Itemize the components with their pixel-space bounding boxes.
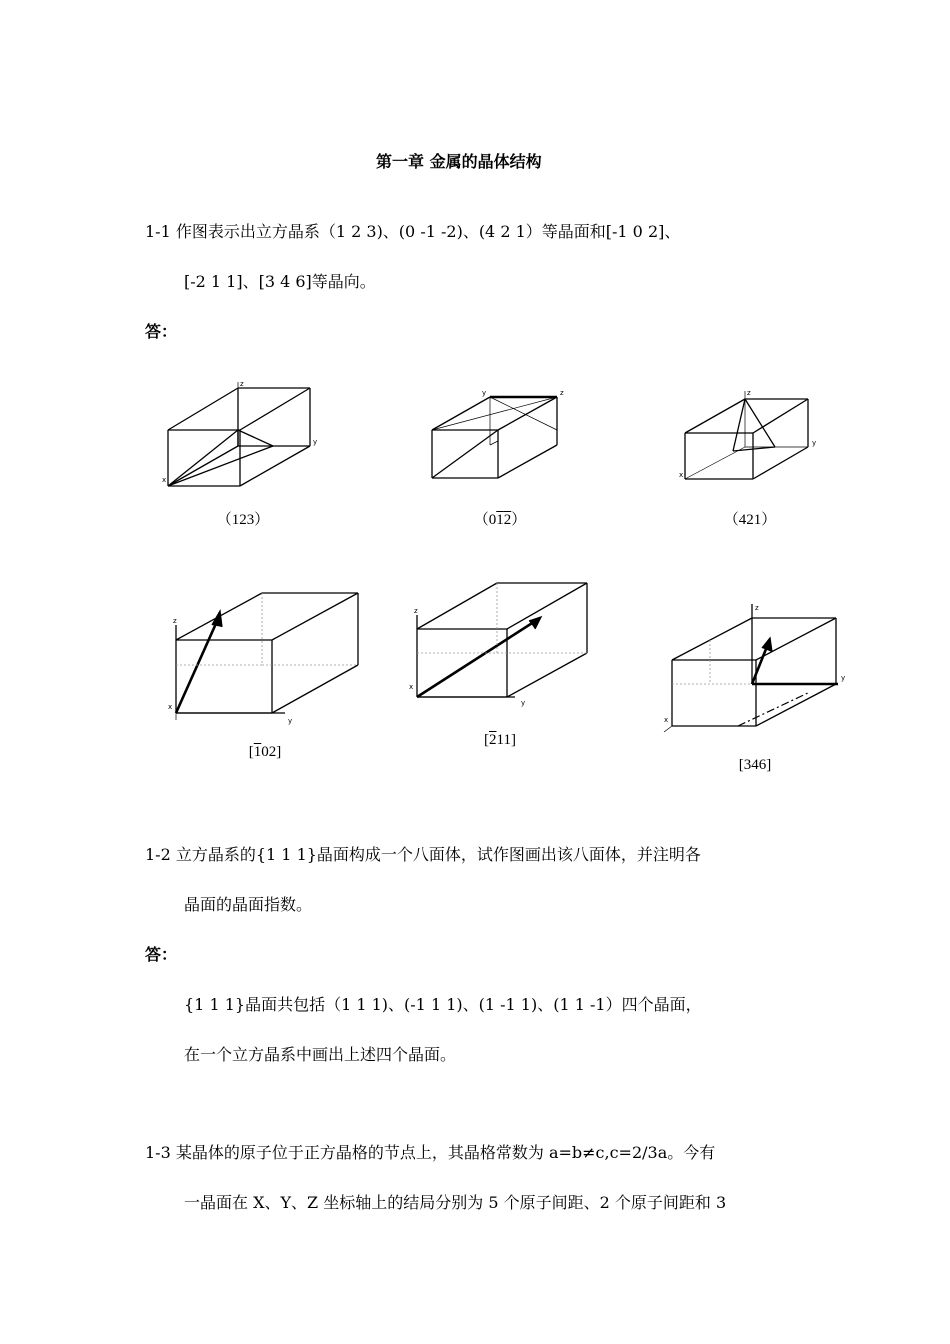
answer-2-line-2: 在一个立方晶系中画出上述四个晶面。 xyxy=(184,1045,457,1064)
svg-text:y: y xyxy=(812,439,817,447)
caption-direction-102: [102] xyxy=(248,744,282,760)
svg-text:y: y xyxy=(521,699,526,707)
svg-text:x: x xyxy=(168,703,173,711)
svg-text:z: z xyxy=(560,389,564,397)
svg-text:x: x xyxy=(679,471,684,479)
caption-plane-421: （421） xyxy=(723,512,777,528)
caption-direction-346: [346] xyxy=(738,757,772,773)
svg-text:y: y xyxy=(841,674,846,682)
answer-2-line-1: {1 1 1}晶面共包括（1 1 1)、(-1 1 1)、(1 -1 1)、(1 1 -1）四个晶面， xyxy=(184,995,702,1014)
figure-direction-102 xyxy=(160,585,370,730)
svg-text:y: y xyxy=(482,389,487,397)
question-3-line-2: 一晶面在 X、Y、Z 坐标轴上的结局分别为 5 个原子间距、2 个原子间距和 3 xyxy=(184,1193,727,1212)
svg-text:y: y xyxy=(288,717,293,725)
axis-label-x: x xyxy=(162,476,167,484)
svg-text:x: x xyxy=(664,716,669,724)
axis-label-y: y xyxy=(313,438,318,446)
figure-direction-211 xyxy=(405,575,600,715)
question-1-line-2: [-2 1 1]、[3 4 6]等晶向。 xyxy=(184,272,376,291)
question-1-line-1: 1-1 作图表示出立方晶系（1 2 3)、(0 -1 -2)、(4 2 1）等晶面和[-1 0 2]、 xyxy=(145,222,681,241)
caption-direction-211: [211] xyxy=(484,732,516,748)
svg-text:z: z xyxy=(747,389,751,397)
answer-label-1: 答： xyxy=(145,322,178,341)
figure-direction-346 xyxy=(660,600,855,740)
svg-text:z: z xyxy=(755,604,759,612)
caption-plane-0-1-2: （012） xyxy=(473,512,527,528)
question-2-line-2: 晶面的晶面指数。 xyxy=(184,895,313,914)
question-2-line-1: 1-2 立方晶系的{1 1 1}晶面构成一个八面体，试作图画出该八面体，并注明各 xyxy=(145,845,701,864)
answer-label-2: 答： xyxy=(145,945,178,964)
svg-text:z: z xyxy=(414,607,418,615)
figure-plane-123 xyxy=(158,378,328,493)
axis-label-z: z xyxy=(240,380,244,388)
svg-text:x: x xyxy=(409,683,414,691)
chapter-title: 第一章 金属的晶体结构 xyxy=(376,152,542,171)
figure-plane-0-1-2 xyxy=(420,385,570,485)
figure-plane-421 xyxy=(675,385,835,495)
caption-plane-123: （123） xyxy=(216,512,270,528)
svg-text:z: z xyxy=(173,617,177,625)
question-3-line-1: 1-3 某晶体的原子位于正方晶格的节点上，其晶格常数为 a=b≠c,c=2/3a。今有 xyxy=(145,1143,716,1162)
